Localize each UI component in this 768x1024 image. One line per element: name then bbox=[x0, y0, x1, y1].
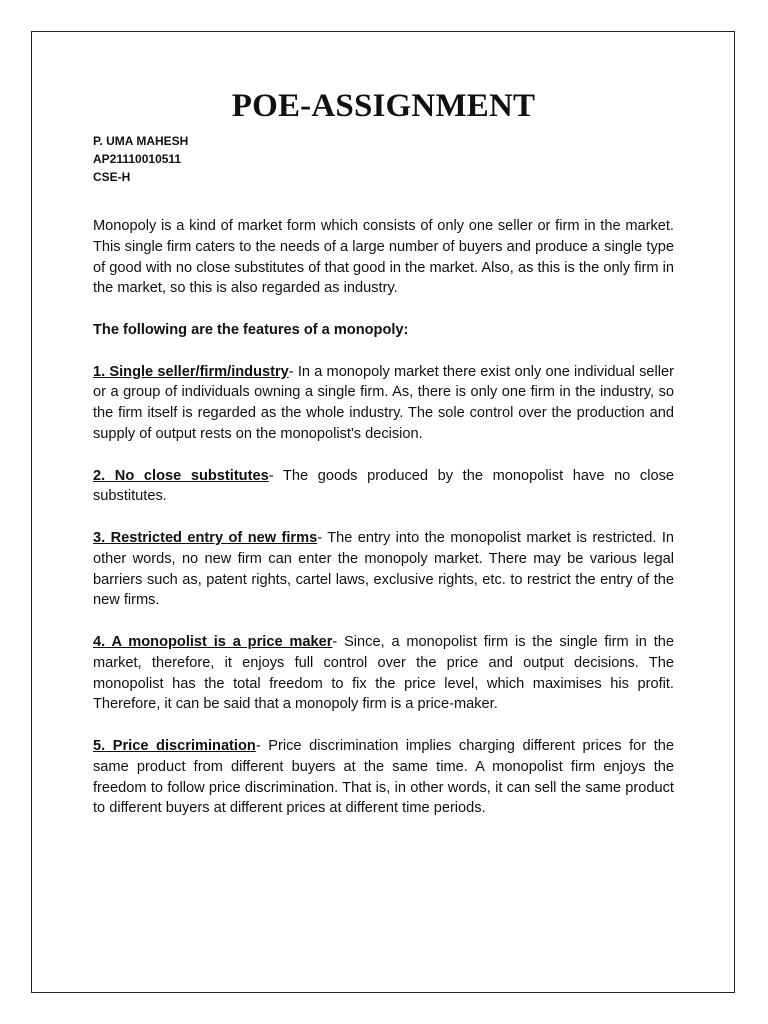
document-content bbox=[93, 88, 674, 840]
feature-paragraph bbox=[93, 736, 674, 819]
feature-text: - Since, a monopolist firm is the single firm in the market, therefore, it enjoys full control over the price and output decisions. The monopolist has the total freedom to fix the price level, which maximises his profit. Therefore, it can be said that a monopoly firm is a price-maker. bbox=[93, 633, 674, 713]
feature-text: - The goods produced by the monopolist have no close substitutes. bbox=[93, 467, 675, 505]
feature-paragraph bbox=[93, 632, 674, 715]
section: CSE-H bbox=[93, 170, 131, 184]
feature-paragraph bbox=[93, 362, 674, 445]
feature-text: - Price discrimination implies charging different prices for the same product from different buyers at the same time. A monopolist firm enjoys the freedom to follow price discrimination. That is, in other words, it can sell the same product to different buyers at different prices at different time periods. bbox=[93, 737, 674, 817]
feature-title: 5. Price discrimination bbox=[93, 737, 256, 754]
author-block bbox=[93, 132, 674, 186]
feature-title: 4. A monopolist is a price maker bbox=[93, 633, 333, 650]
feature-text: - The entry into the monopolist market is restricted. In other words, no new firm can enter the monopoly market. There may be various legal barriers such as, patent rights, cartel laws, exclusive rights, etc. to restrict the entry of the new firms. bbox=[93, 529, 674, 609]
intro-paragraph: Monopoly is a kind of market form which consists of only one seller or firm in the market. This single firm caters to the needs of a large number of buyers and produce a single type of good with no close substitutes of that good in the market. Also, as this is the only firm in the market, so this is also regarded as industry. bbox=[93, 218, 674, 297]
feature-title: 2. No close substitutes bbox=[93, 467, 269, 484]
roll-number: AP21110010511 bbox=[93, 152, 182, 166]
features-heading: The following are the features of a monopoly: bbox=[93, 321, 409, 338]
author-name: P. UMA MAHESH bbox=[93, 134, 189, 148]
feature-paragraph bbox=[93, 528, 674, 611]
feature-title: 3. Restricted entry of new firms bbox=[93, 529, 318, 546]
document-title: POE-ASSIGNMENT bbox=[231, 88, 536, 124]
feature-title: 1. Single seller/firm/industry bbox=[93, 363, 289, 380]
feature-paragraph bbox=[93, 466, 674, 508]
feature-text: - In a monopoly market there exist only one individual seller or a group of individuals owning a single firm. As, there is only one firm in the industry, so the firm itself is regarded as the whole industry. The sole control over the production and supply of output rests on the monopolist's decision. bbox=[93, 363, 674, 442]
